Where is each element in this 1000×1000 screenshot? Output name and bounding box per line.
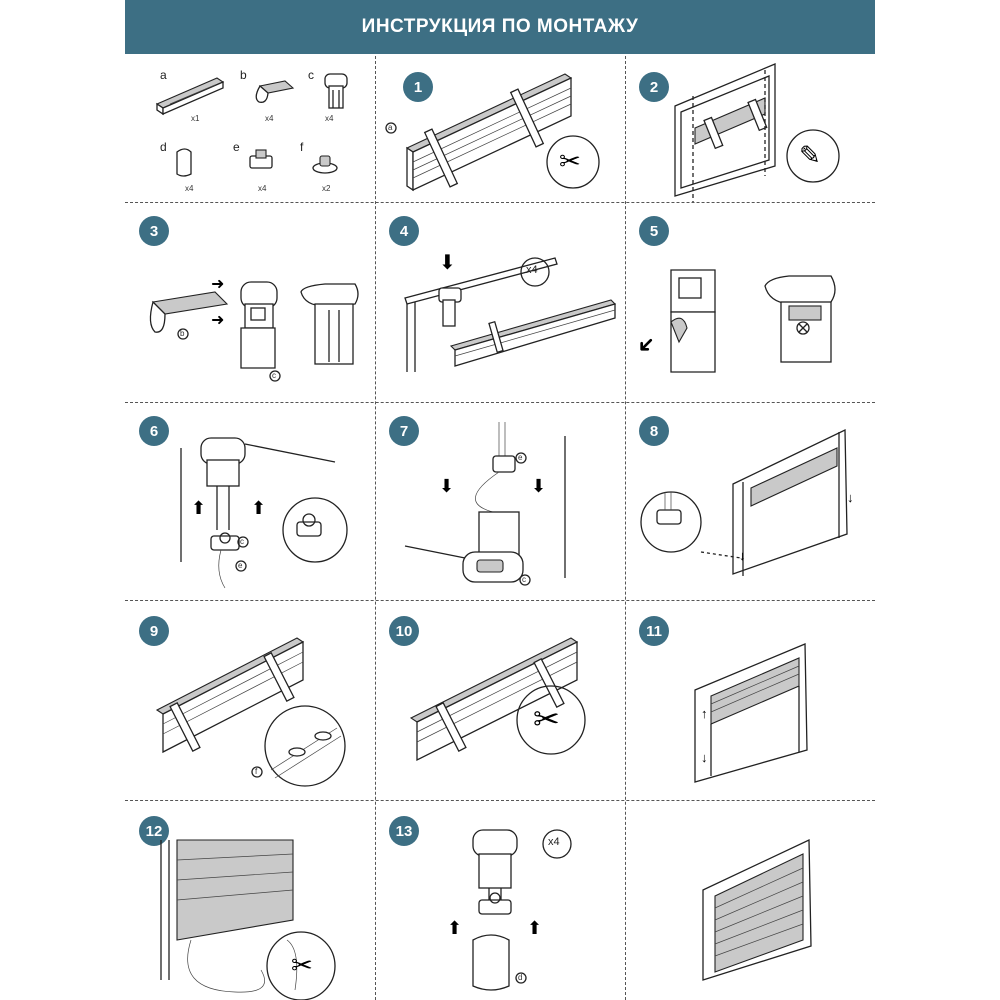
step-9 bbox=[125, 600, 375, 800]
step-7-illustration bbox=[375, 402, 625, 600]
instruction-grid bbox=[125, 56, 875, 1000]
part-callout: e bbox=[238, 561, 243, 570]
step-4 bbox=[375, 202, 625, 402]
part-letter: f bbox=[300, 140, 304, 154]
arrow-up-icon: ⬆ bbox=[191, 498, 207, 518]
step-5-illustration bbox=[625, 202, 875, 402]
qty-callout: x4 bbox=[526, 264, 538, 276]
step-2 bbox=[625, 56, 875, 202]
part-callout: e bbox=[518, 453, 523, 462]
step-number: 3 bbox=[139, 216, 169, 246]
step-number: 4 bbox=[389, 216, 419, 246]
step-number: 8 bbox=[639, 416, 669, 446]
step-2-illustration bbox=[625, 56, 875, 202]
step-number: 1 bbox=[403, 72, 433, 102]
arrow-up-icon: ↑ bbox=[701, 706, 708, 721]
part-callout: a bbox=[388, 123, 393, 132]
step-8-illustration bbox=[625, 402, 875, 600]
page-title: ИНСТРУКЦИЯ ПО МОНТАЖУ bbox=[125, 0, 875, 54]
step-11-illustration bbox=[625, 600, 875, 800]
arrow-down-icon: ↓ bbox=[701, 750, 708, 765]
step-number: 6 bbox=[139, 416, 169, 446]
parts-illustration bbox=[125, 56, 375, 202]
qty-callout: x4 bbox=[548, 836, 560, 848]
arrow-down-icon: ⬇ bbox=[531, 476, 547, 496]
step-number: 5 bbox=[639, 216, 669, 246]
scissors-icon: ✂ bbox=[291, 950, 313, 980]
step-8 bbox=[625, 402, 875, 600]
step-6-illustration bbox=[125, 402, 375, 600]
part-qty: x4 bbox=[325, 114, 334, 123]
part-qty: x4 bbox=[265, 114, 274, 123]
part-qty: x4 bbox=[258, 184, 267, 193]
scissors-icon: ✂ bbox=[559, 146, 581, 176]
part-callout: c bbox=[522, 575, 526, 584]
part-letter: b bbox=[240, 68, 247, 82]
step-3 bbox=[125, 202, 375, 402]
step-number: 10 bbox=[389, 616, 419, 646]
step-number: 12 bbox=[139, 816, 169, 846]
step-13-illustration bbox=[375, 800, 625, 1000]
step-number: 13 bbox=[389, 816, 419, 846]
arrow-icon: ➜ bbox=[211, 276, 225, 293]
part-qty: x4 bbox=[185, 184, 194, 193]
step-number: 2 bbox=[639, 72, 669, 102]
step-number: 9 bbox=[139, 616, 169, 646]
scissors-icon: ✂ bbox=[533, 701, 560, 737]
step-1 bbox=[375, 56, 625, 202]
step-6 bbox=[125, 402, 375, 600]
part-qty: x2 bbox=[322, 184, 331, 193]
final-result-illustration bbox=[625, 800, 875, 1000]
step-1-illustration bbox=[375, 56, 625, 202]
arrow-up-icon: ⬆ bbox=[527, 918, 543, 938]
part-callout: c bbox=[272, 371, 276, 380]
part-qty: x1 bbox=[191, 114, 200, 123]
arrow-icon: ➜ bbox=[631, 329, 662, 361]
step-4-illustration bbox=[375, 202, 625, 402]
step-number: 11 bbox=[639, 616, 669, 646]
step-5 bbox=[625, 202, 875, 402]
part-callout: d bbox=[518, 973, 523, 982]
step-number: 7 bbox=[389, 416, 419, 446]
arrow-down-icon: ↓ bbox=[847, 490, 854, 505]
part-callout: b bbox=[180, 329, 185, 338]
parts-list bbox=[125, 56, 375, 202]
step-10-illustration bbox=[375, 600, 625, 800]
step-9-illustration bbox=[125, 600, 375, 800]
step-final bbox=[625, 800, 875, 1000]
step-10 bbox=[375, 600, 625, 800]
part-letter: e bbox=[233, 140, 240, 154]
arrow-up-icon: ⬆ bbox=[447, 918, 463, 938]
part-letter: a bbox=[160, 68, 167, 82]
arrow-down-icon: ↓ bbox=[739, 548, 746, 563]
arrow-up-icon: ⬆ bbox=[251, 498, 267, 518]
step-11 bbox=[625, 600, 875, 800]
arrow-down-icon: ⬇ bbox=[439, 476, 455, 496]
pencil-icon: ✎ bbox=[799, 140, 821, 170]
part-callout: f bbox=[255, 767, 258, 776]
part-letter: d bbox=[160, 140, 167, 154]
arrow-icon: ➜ bbox=[211, 312, 225, 329]
step-12 bbox=[125, 800, 375, 1000]
part-callout: c bbox=[240, 537, 244, 546]
step-13 bbox=[375, 800, 625, 1000]
step-12-illustration bbox=[125, 800, 375, 1000]
part-letter: c bbox=[308, 68, 314, 82]
step-3-illustration bbox=[125, 202, 375, 402]
arrow-down-icon: ⬇ bbox=[439, 252, 456, 274]
step-7 bbox=[375, 402, 625, 600]
